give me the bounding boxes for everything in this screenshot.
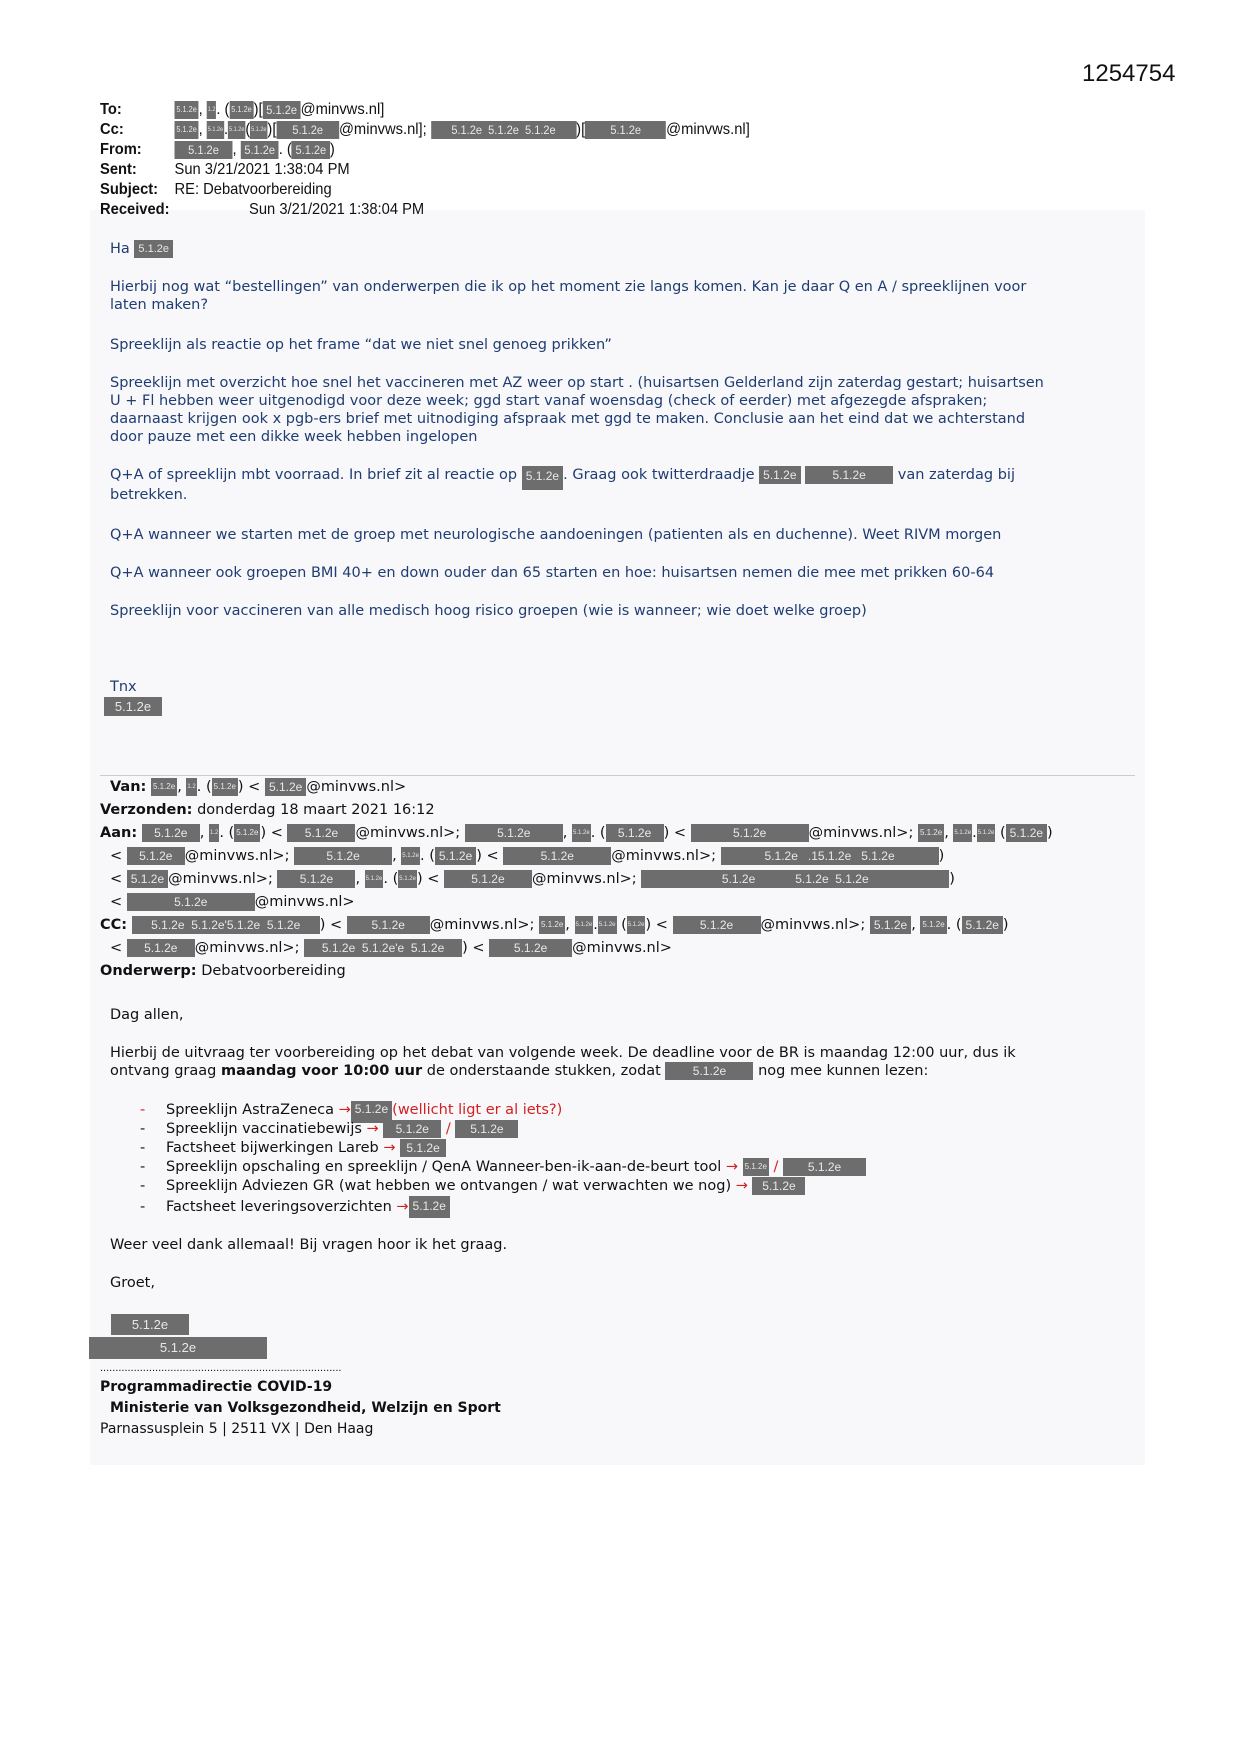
redaction: 5.1.2e (400, 1139, 446, 1157)
redaction: 5.1.2e (444, 870, 532, 888)
text: van zaterdag bij (897, 467, 1015, 483)
email-suffix: @minvws.nl>; (184, 848, 290, 864)
redaction: 5.1.2e (673, 916, 761, 934)
orig-greeting: Dag allen, (110, 1007, 184, 1023)
redaction: 5.1.2e (962, 916, 1003, 934)
email-suffix: @minvws.nl> (572, 940, 672, 956)
redaction: 5.1.2e (606, 824, 664, 842)
reply-p1-line2: laten maken? (110, 297, 209, 313)
to-label: To: (100, 101, 122, 118)
orig-intro-line2 (110, 1062, 928, 1080)
redaction: 5.1.2e 5.1.2e'5.1.2e 5.1.2e (132, 916, 320, 934)
redaction: 5.1.2e (977, 824, 996, 842)
redaction: 5.1.2e (572, 824, 591, 842)
bullet-dash: - (140, 1178, 146, 1194)
redaction: 5.1.2e (539, 916, 565, 934)
redaction: 5.1.2e (665, 1062, 753, 1080)
text: Q+A of spreeklijn mbt voorraad. In brief zit al reactie op (110, 467, 518, 483)
arrow-right-icon: → (383, 1140, 396, 1156)
redaction: 5.1.2e (953, 824, 972, 842)
header-from: From: 5.1.2e , 5.1.2e . ( 5.1.2e ) (100, 141, 335, 158)
reply-signature-redacted (104, 697, 162, 716)
subject-value: RE: Debatvoorbereiding (174, 181, 332, 198)
redaction: 1.2 (209, 824, 219, 842)
redaction: 5.1.2e (435, 847, 476, 865)
van-suffix: @minvws.nl> (306, 779, 407, 795)
email-suffix: @minvws.nl>; (429, 917, 535, 933)
orig-thanks: Weer veel dank allemaal! Bij vragen hoor ik het graag. (110, 1237, 508, 1253)
redaction: 5.1.2e (522, 466, 563, 490)
redaction: 1.2 (207, 101, 217, 119)
list-text: Spreeklijn Adviezen GR (wat hebben we ontvangen / wat verwachten we nog) (166, 1178, 732, 1194)
reply-greeting (110, 240, 173, 258)
redaction: 5.1.2e (455, 1120, 518, 1138)
redaction: 5.1.2e 5.1.2e 5.1.2e (641, 870, 949, 888)
redaction: 5.1.2e (1006, 824, 1047, 842)
deadline-bold: maandag voor 10:00 uur (220, 1063, 423, 1079)
bullet-dash: - (140, 1159, 146, 1175)
received-label: Received: (100, 201, 170, 218)
email-suffix: @minvws.nl>; (355, 825, 461, 841)
text: de onderstaande stukken, zodat (426, 1063, 661, 1079)
cc-suffix: @minvws.nl] (666, 121, 750, 138)
header-sent (100, 160, 350, 180)
arrow-right-icon: → (725, 1159, 739, 1175)
redaction: 5.1.2e (870, 916, 911, 934)
redaction: 5.1.2e (250, 121, 267, 139)
redaction: 5.1.2e (575, 916, 594, 934)
email-suffix: @minvws.nl>; (808, 825, 914, 841)
redaction: 5.1.2e (920, 916, 946, 934)
cc-suffix: @minvws.nl]; (338, 121, 427, 138)
reply-closing: Tnx (110, 679, 137, 695)
orig-aan-line3: < 5.1.2e @minvws.nl>; 5.1.2e , 5.1.2e. (5.1.2e) < 5.1.2e @minvws.nl>; 5.1.2e 5.1.2e 5.1.2e ) (110, 871, 955, 887)
reply-p1-line1: Hierbij nog wat “bestellingen” van onderwerpen die ik op het moment zie langs komen. Kan je daar Q en A / spreeklijnen voor (110, 279, 1027, 295)
header-subject (100, 180, 332, 200)
redaction: 5.1.2e (292, 141, 330, 159)
slash: / (445, 1121, 451, 1137)
onderwerp-label: Onderwerp: (100, 963, 197, 979)
redaction: 5.1.2e (175, 141, 233, 159)
redaction: 5.1.2e (89, 1337, 267, 1359)
redaction: 1.2 (186, 778, 196, 796)
redaction: 5.1.2e (234, 824, 260, 842)
signature-title-redacted (89, 1337, 267, 1359)
redaction: 5.1.2e (365, 870, 384, 888)
verzonden-label: Verzonden: (100, 802, 193, 818)
redaction: 5.1.2e (598, 916, 617, 934)
arrow-right-icon: → (396, 1199, 409, 1215)
redaction: 5.1.2e (212, 778, 238, 796)
list-text: Spreeklijn vaccinatiebewijs (166, 1121, 362, 1137)
reply-p3-line1: Spreeklijn met overzicht hoe snel het vaccineren met AZ weer op start . (huisartsen Gelderland zijn zaterdag gestart; huisartsen (110, 375, 1044, 391)
reply-p3-line4: door pauze met een dikke week hebben ingelopen (110, 429, 478, 445)
redaction: 5.1.2e (465, 824, 563, 842)
van-label: Van: (110, 779, 147, 795)
redaction: 5.1.2e (627, 916, 646, 934)
email-suffix: @minvws.nl>; (531, 871, 637, 887)
redaction: 5.1.2e (918, 824, 944, 842)
redaction: 5.1.2e .15.1.2e 5.1.2e (721, 847, 939, 865)
aan-label: Aan: (100, 825, 138, 841)
verzonden-value: donderdag 18 maart 2021 16:12 (197, 802, 435, 818)
redaction: 5.1.2e (383, 1120, 441, 1138)
bullet-dash: - (140, 1140, 146, 1156)
redaction: 5.1.2e (265, 778, 306, 796)
arrow-right-icon: → (735, 1178, 748, 1194)
redaction: 5.1.2e (111, 1314, 189, 1335)
redaction: 5.1.2e (743, 1158, 769, 1176)
list-item (140, 1158, 866, 1176)
received-value: Sun 3/21/2021 1:38:04 PM (249, 201, 425, 218)
signature-name-redacted (111, 1314, 189, 1335)
subject-label: Subject: (100, 181, 159, 198)
list-item (140, 1177, 805, 1195)
cc-label: CC: (100, 917, 128, 933)
redaction: 5.1.2e (241, 141, 279, 159)
email-suffix: @minvws.nl> (254, 894, 355, 910)
arrow-right-icon: → (366, 1121, 379, 1137)
cc-label: Cc: (100, 121, 124, 138)
reply-p3-line3: daarnaast krijgen ook x pgb-ers brief met uitnodiging afspraak met ggd te maken. Conclusie aan het eind dat we achterstand (110, 411, 1026, 427)
redaction: 5.1.2e (229, 101, 253, 119)
redaction: 5.1.2e (175, 121, 199, 139)
redaction: 5.1.2e 5.1.2e'e 5.1.2e (304, 939, 462, 957)
redaction: 5.1.2e (489, 939, 572, 957)
orig-onderwerp (100, 960, 346, 983)
orig-aan-line2: < 5.1.2e @minvws.nl>; 5.1.2e , 5.1.2e. ( 5.1.2e ) < 5.1.2e @minvws.nl>; 5.1.2e .15.1.2e 5.1.2e ) (110, 848, 945, 864)
redaction: 5.1.2e (228, 121, 245, 139)
redaction: 5.1.2e (398, 870, 417, 888)
list-item (140, 1139, 446, 1157)
header-received (100, 200, 424, 220)
reply-p2: Spreeklijn als reactie op het frame “dat we niet snel genoeg prikken” (110, 337, 612, 353)
bullet-dash: - (140, 1121, 146, 1137)
redaction: 5.1.2e (151, 778, 177, 796)
redaction: 5.1.2e (805, 466, 893, 484)
redaction: 5.1.2e 5.1.2e 5.1.2e (431, 121, 576, 139)
bullet-dash: - (140, 1199, 146, 1215)
redaction: 5.1.2e (401, 847, 420, 865)
reply-voorraad-line2: betrekken. (110, 487, 188, 503)
redaction: 5.1.2e (142, 824, 200, 842)
list-note: (wellicht ligt er al iets?) (392, 1102, 563, 1118)
redaction: 5.1.2e (127, 870, 168, 888)
reply-voorraad-line1 (110, 466, 1015, 490)
text: nog mee kunnen lezen: (758, 1063, 929, 1079)
redaction: 5.1.2e (127, 893, 255, 911)
text: ontvang graag (110, 1063, 217, 1079)
redaction: 5.1.2e (104, 697, 162, 716)
header-cc: Cc: 5.1.2e , 5.1.2e.5.1.2e(5.1.2e)[ 5.1.2e @minvws.nl]; 5.1.2e 5.1.2e 5.1.2e )[ 5.1.2e @minvws.nl] (100, 121, 750, 138)
redaction: 5.1.2e (347, 916, 430, 934)
reply-qa-bmi: Q+A wanneer ook groepen BMI 40+ en down ouder dan 65 starten en hoe: huisartsen nemen die mee met prikken 60-64 (110, 565, 995, 581)
signature-dept: Programmadirectie COVID-19 (100, 1379, 333, 1395)
list-text: Factsheet leveringsoverzichten (166, 1199, 392, 1215)
orig-aan-line1: Aan: 5.1.2e , 1.2. ( 5.1.2e ) < 5.1.2e @minvws.nl>; 5.1.2e , 5.1.2e. ( 5.1.2e ) < 5.1.2e @minvws.nl>; 5.1.2e , 5.1.2e.5.1.2e ( 5.1.2e ) (100, 825, 1053, 841)
document-number: 1254754 (1082, 60, 1176, 87)
redaction: 5.1.2e (351, 1101, 392, 1123)
redaction: 5.1.2e (503, 847, 611, 865)
header-to: To: 5.1.2e , 1.2. ( 5.1.2e )[ 5.1.2e @minvws.nl] (100, 101, 385, 118)
bullet-dash: - (140, 1102, 146, 1118)
reply-p3-line2: U + Fl hebben weer uitgenodigd voor deze week; ggd start vanaf woensdag (check of eerder) met afgezegde afspraken; (110, 393, 988, 409)
list-text: Spreeklijn opschaling en spreeklijn / QenA Wanneer-ben-ik-aan-de-beurt tool (166, 1159, 722, 1175)
slash: / (773, 1159, 779, 1175)
redaction: 5.1.2e (409, 1196, 450, 1218)
greeting-text: Ha (110, 241, 130, 257)
redaction: 5.1.2e (276, 121, 339, 139)
redaction: 5.1.2e (134, 240, 173, 258)
redaction: 5.1.2e (175, 101, 199, 119)
text: . Graag ook twitterdraadje (563, 467, 755, 483)
orig-verzonden (100, 799, 435, 822)
list-item (140, 1196, 450, 1218)
email-suffix: @minvws.nl>; (611, 848, 716, 864)
signature-address: Parnassusplein 5 | 2511 VX | Den Haag (100, 1421, 374, 1437)
redaction: 5.1.2e (759, 466, 800, 484)
signature-dotted-rule: ............................................................................... (100, 1362, 342, 1374)
sent-label: Sent: (100, 161, 137, 178)
list-text: Spreeklijn AstraZeneca (166, 1102, 335, 1118)
email-suffix: @minvws.nl>; (168, 871, 273, 887)
onderwerp-value: Debatvoorbereiding (201, 963, 346, 979)
redaction: 5.1.2e (207, 121, 224, 139)
redaction: 5.1.2e (783, 1158, 866, 1176)
redaction: 5.1.2e (752, 1177, 805, 1195)
signature-ministry: Ministerie van Volksgezondheid, Welzijn en Sport (110, 1400, 501, 1416)
orig-aan-line4: < 5.1.2e @minvws.nl> (110, 894, 355, 910)
orig-cc-line2: < 5.1.2e @minvws.nl>; 5.1.2e 5.1.2e'e 5.1.2e ) < 5.1.2e @minvws.nl> (110, 940, 672, 956)
email-suffix: @minvws.nl>; (760, 917, 866, 933)
orig-intro-line1: Hierbij de uitvraag ter voorbereiding op het debat van volgende week. De deadline voor de BR is maandag 12:00 uur, dus ik (110, 1045, 1016, 1061)
redaction: 5.1.2e (294, 847, 392, 865)
list-text: Factsheet bijwerkingen Lareb (166, 1140, 379, 1156)
sent-value: Sun 3/21/2021 1:38:04 PM (174, 161, 350, 178)
redaction: 5.1.2e (287, 824, 355, 842)
email-suffix: @minvws.nl>; (194, 940, 300, 956)
list-item (140, 1120, 518, 1138)
reply-spreeklijn-risico: Spreeklijn voor vaccineren van alle medisch hoog risico groepen (wie is wanneer; wie doet welke groep) (110, 603, 867, 619)
redaction: 5.1.2e (127, 847, 185, 865)
orig-groet: Groet, (110, 1275, 155, 1291)
redaction: 5.1.2e (277, 870, 355, 888)
reply-qa-neuro: Q+A wanneer we starten met de groep met neurologische aandoeningen (patienten als en duchenne). Weet RIVM morgen (110, 527, 1002, 543)
redaction: 5.1.2e (263, 101, 301, 119)
from-label: From: (100, 141, 142, 158)
arrow-right-icon: → (338, 1102, 351, 1118)
redaction: 5.1.2e (691, 824, 809, 842)
orig-van: Van: 5.1.2e , 1.2. ( 5.1.2e ) < 5.1.2e @minvws.nl> (110, 779, 407, 795)
redaction: 5.1.2e (127, 939, 195, 957)
orig-cc-line1: CC: 5.1.2e 5.1.2e'5.1.2e 5.1.2e ) < 5.1.2e @minvws.nl>; 5.1.2e , 5.1.2e.5.1.2e (5.1.2e) < 5.1.2e @minvws.nl>; 5.1.2e , 5.1.2e . ( 5.1.2e ) (100, 917, 1009, 933)
to-suffix: @minvws.nl] (300, 101, 385, 118)
redaction: 5.1.2e (585, 121, 666, 139)
